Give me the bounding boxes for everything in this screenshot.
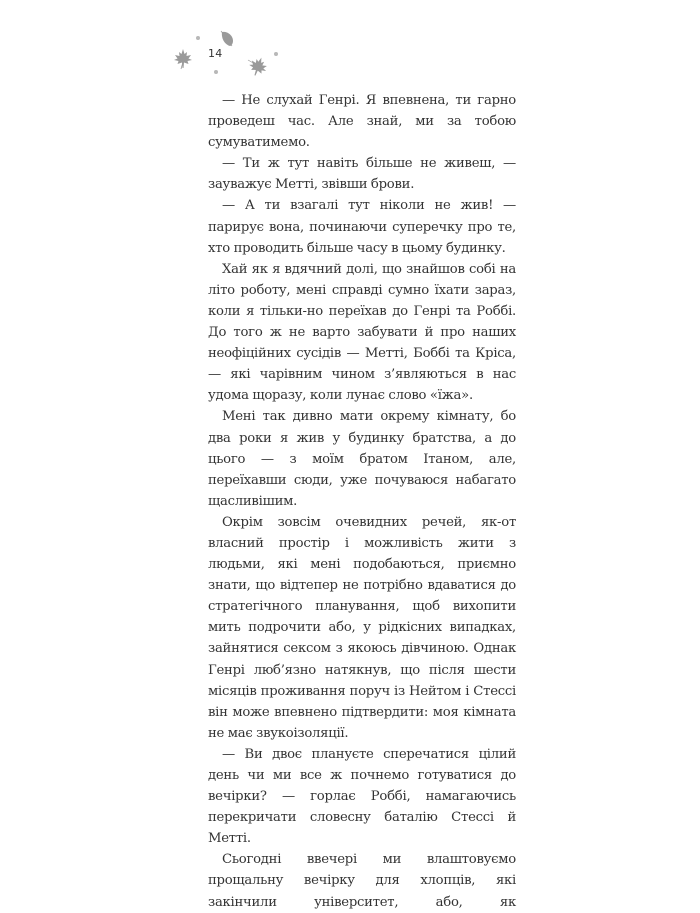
body-text <box>208 90 516 913</box>
maple-leaf-icon <box>172 48 194 70</box>
decorative-dot <box>196 36 200 40</box>
paragraph: — Не слухай Генрі. Я впевнена, ти гарно проведеш час. Але знай, ми за тобою сумуватимемо. <box>208 93 516 151</box>
decorative-dot <box>214 70 218 74</box>
paragraph: — А ти взагалі тут ніколи не жив! — парирує вона, починаючи суперечку про те, хто проводить більше часу в цьому будинку. <box>208 198 516 256</box>
paragraph: Мені так дивно мати окрему кімнату, бо два роки я жив у будинку братства, а до цього — з моїм братом Ітаном, але, переїхавши сюди, уже почуваюся набагато щасливішим. <box>208 409 516 509</box>
page-header-decoration <box>160 30 300 90</box>
paragraph: Окрім зовсім очевидних речей, як-от власний простір і можливість жити з людьми, які мені подобаються, приємно знати, що відтепер не потрібно вдаватися до стратегічного планування, щоб вихопити мить подрочити або, у рідкісних випадках, зайнятися сексом з якоюсь дівчиною. Однак Генрі люб’язно натякнув, що після шести місяців проживання поруч із Нейтом і Стессі він може впевнено підтвердити: моя кімната не має звукоізоляції. <box>208 514 516 741</box>
falling-leaf-icon <box>218 30 236 48</box>
decorative-dot <box>274 52 278 56</box>
paragraph: — Ти ж тут навіть більше не живеш, — зауважує Метті, звівши брови. <box>208 156 516 193</box>
maple-leaf-icon <box>247 56 269 78</box>
paragraph: Сьогодні ввечері ми влаштовуємо прощальну вечірку для хлопців, які закінчили університет, або, як <box>208 852 516 910</box>
paragraph: Хай як я вдячний долі, що знайшов собі на літо роботу, мені справді сумно їхати зараз, коли я тільки-но переїхав до Генрі та Роббі. До того ж не варто забувати й про наших неофіційних сусідів — Метті, Боббі та Кріса, — які чарівним чином з’являються в нас удома щоразу, коли лунає слово «їжа». <box>208 261 516 404</box>
page-number: 14 <box>208 47 223 60</box>
paragraph: — Ви двоє плануєте сперечатися цілий день чи ми все ж почнемо готуватися до вечірки? — горлає Роббі, намагаючись перекричати словесну баталію Стессі й Метті. <box>208 746 516 847</box>
